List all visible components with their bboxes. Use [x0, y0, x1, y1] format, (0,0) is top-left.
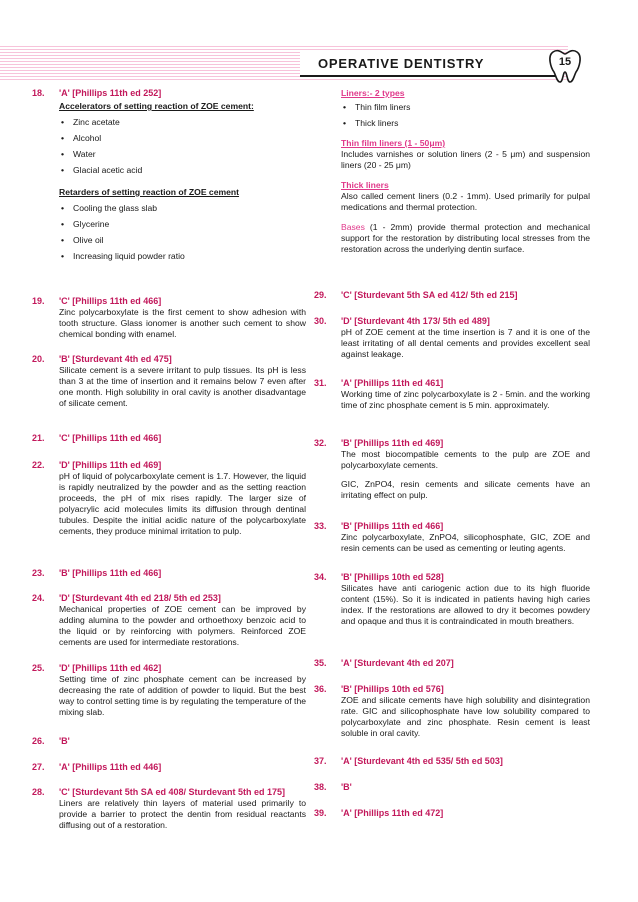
- bases-paragraph: [341, 222, 590, 255]
- question-20: [32, 354, 306, 409]
- question-35: [314, 658, 590, 669]
- question-number: 31.: [314, 378, 327, 388]
- thick-liners-text: Also called cement liners (0.2 - 1mm). Used primarily for pulpal medications and thermal protection.: [341, 191, 590, 212]
- answer-reference: 'D' [Phillips 11th ed 469]: [59, 460, 162, 470]
- answer-reference: 'C' [Sturdevant 5th SA ed 408/ Sturdevant 5th ed 175]: [59, 787, 286, 797]
- question-number: 34.: [314, 572, 327, 582]
- question-30: [314, 316, 590, 360]
- question-18: [32, 88, 306, 262]
- question-25: [32, 663, 306, 718]
- question-number: 21.: [32, 433, 45, 443]
- question-32: [314, 438, 590, 501]
- question-number: 35.: [314, 658, 327, 668]
- answer-reference: 'C' [Sturdevant 5th SA ed 412/ 5th ed 215]: [341, 290, 518, 300]
- answer-reference: 'D' [Sturdevant 4th 173/ 5th ed 489]: [341, 316, 490, 326]
- question-number: 28.: [32, 787, 45, 797]
- question-number: 36.: [314, 684, 327, 694]
- explanation-text: Zinc polycarboxylate, ZnPO4, silicophosphate, GIC, ZOE and resin cements can be used as cementing or leuting agents.: [341, 532, 590, 553]
- question-number: 38.: [314, 782, 327, 792]
- retarders-heading: Retarders of setting reaction of ZOE cement: [59, 187, 240, 197]
- question-21: [32, 433, 306, 444]
- list-item: • Olive oil: [59, 235, 306, 246]
- list-item: • Alcohol: [59, 133, 306, 144]
- list-item: • Thick liners: [341, 118, 590, 129]
- thin-film-heading: Thin film liners (1 - 50μm): [341, 138, 446, 148]
- question-number: 25.: [32, 663, 45, 673]
- question-27: [32, 762, 306, 773]
- answer-reference: 'A' [Sturdevant 4th ed 207]: [341, 658, 454, 668]
- question-number: 26.: [32, 736, 45, 746]
- explanation-text: pH of liquid of polycarboxylate cement is 1.7. However, the liquid is rapidly neutralized by the powder and as the setting reaction proceeds, the pH of mix rises rapidly. The larger size of polyacrylic acid molecules limits its diffusion through dentinal tubules. Despite the initial acidic nature of the polycarboxylate cements, they produce minimal irritation to pulp.: [59, 471, 306, 536]
- thin-film-text: Includes varnishes or solution liners (2 - 5 μm) and suspension liners (20 - 25 μm): [341, 149, 590, 170]
- explanation-text: ZOE and silicate cements have high solubility and disintegration rate. GIC and silicophosphate have low solubility compared to polycarboxylate and zinc phosphate. Resin cement is least soluble in oral cavity.: [341, 695, 590, 738]
- answer-reference: 'C' [Phillips 11th ed 466]: [59, 433, 162, 443]
- answer-reference: 'A' [Phillips 11th ed 472]: [341, 808, 444, 818]
- answer-reference: 'A' [Sturdevant 4th ed 535/ 5th ed 503]: [341, 756, 503, 766]
- answer-reference: 'C' [Phillips 11th ed 466]: [59, 296, 162, 306]
- question-31: [314, 378, 590, 411]
- bases-term: Bases: [341, 222, 365, 232]
- explanation-text: Mechanical properties of ZOE cement can be improved by adding alumina to the powder and orthoethoxy benzoic acid to the liquid or by reinforcing with polymers. Reinforced ZOE cements are used for intermediate restorations.: [59, 604, 306, 647]
- explanation-text: pH of ZOE cement at the time insertion is 7 and it is one of the least irritating of all dental cements and provides excellent seal against leakage.: [341, 327, 590, 359]
- liners-section: [314, 88, 590, 255]
- question-number: 22.: [32, 460, 45, 470]
- question-22: [32, 460, 306, 537]
- list-item: • Increasing liquid powder ratio: [59, 251, 306, 262]
- answer-reference: 'B' [Phillips 11th ed 466]: [59, 568, 162, 578]
- explanation-text: Setting time of zinc phosphate cement can be increased by decreasing the rate of addition of powder to liquid. But the best way to control setting time is by regulating the temperature of the mixing slab.: [59, 674, 306, 717]
- question-number: 33.: [314, 521, 327, 531]
- explanation-text: Silicate cement is a severe irritant to pulp tissues. Its pH is less than 3 at the time of insertion and it remains below 7 even after one month. High solubility in oral cavity is another disadvantage of silicate cement.: [59, 365, 306, 408]
- answer-reference: 'B' [Phillips 10th ed 528]: [341, 572, 444, 582]
- question-29: [314, 290, 590, 301]
- explanation-text: The most biocompatible cements to the pulp are ZOE and polycarboxylate cements.: [341, 449, 590, 470]
- answer-reference: 'B' [Phillips 11th ed 469]: [341, 438, 444, 448]
- accelerators-heading: Accelerators of setting reaction of ZOE cement:: [59, 101, 254, 111]
- question-number: 23.: [32, 568, 45, 578]
- question-34: [314, 572, 590, 627]
- list-item: • Thin film liners: [341, 102, 590, 113]
- question-number: 20.: [32, 354, 45, 364]
- page-title: OPERATIVE DENTISTRY: [318, 56, 485, 71]
- thick-liners-heading: Thick liners: [341, 180, 389, 190]
- list-item: • Zinc acetate: [59, 117, 306, 128]
- question-number: 37.: [314, 756, 327, 766]
- question-24: [32, 593, 306, 648]
- question-28: [32, 787, 306, 831]
- list-item: • Glycerine: [59, 219, 306, 230]
- answer-reference: 'A' [Phillips 11th ed 252]: [59, 88, 162, 98]
- list-item: • Glacial acetic acid: [59, 165, 306, 176]
- answer-reference: 'B' [Sturdevant 4th ed 475]: [59, 354, 172, 364]
- question-36: [314, 684, 590, 739]
- header-rule: [300, 75, 560, 77]
- question-number: 29.: [314, 290, 327, 300]
- explanation-text: Liners are relatively thin layers of material used primarily to provide a barrier to protect the dentin from residual reactants diffusing out of a restoration.: [59, 798, 306, 830]
- list-item: • Water: [59, 149, 306, 160]
- answer-reference: 'B': [59, 736, 70, 746]
- answer-reference: 'D' [Sturdevant 4th ed 218/ 5th ed 253]: [59, 593, 221, 603]
- question-number: 19.: [32, 296, 45, 306]
- answer-reference: 'A' [Phillips 11th ed 446]: [59, 762, 162, 772]
- question-number: 24.: [32, 593, 45, 603]
- list-item: • Cooling the glass slab: [59, 203, 306, 214]
- question-number: 32.: [314, 438, 327, 448]
- explanation-text: Working time of zinc polycarboxylate is 2 - 5min. and the working time of zinc phosphate cement is 5 min. approximately.: [341, 389, 590, 410]
- page-number: 15: [558, 56, 572, 68]
- bases-text: (1 - 2mm) provide thermal protection and mechanical support for the restoration by distributing local stresses from the restoration across the underlying dentin surface.: [341, 222, 590, 254]
- explanation-text: GIC, ZnPO4, resin cements and silicate cements have an irritating effect on pulp.: [341, 479, 590, 500]
- question-23: [32, 568, 306, 579]
- question-number: 27.: [32, 762, 45, 772]
- question-38: [314, 782, 590, 793]
- question-number: 30.: [314, 316, 327, 326]
- explanation-text: Zinc polycarboxylate is the first cement to show adhesion with tooth structure. Glass ionomer is another such cement to show chemical bonding with enamel.: [59, 307, 306, 339]
- answer-reference: 'B' [Phillips 11th ed 466]: [341, 521, 444, 531]
- question-number: 18.: [32, 88, 45, 98]
- question-19: [32, 296, 306, 340]
- question-33: [314, 521, 590, 554]
- question-26: [32, 736, 306, 747]
- answer-reference: 'A' [Phillips 11th ed 461]: [341, 378, 444, 388]
- question-number: 39.: [314, 808, 327, 818]
- answer-reference: 'B' [Phillips 10th ed 576]: [341, 684, 444, 694]
- question-39: [314, 808, 590, 819]
- explanation-text: Silicates have anti cariogenic action due to its high fluoride content (15%). So it is indicated in patients having high caries index. If the restorations are allowed to dry it becomes powdery and opaque and thus it is contraindicated in mouth breathers.: [341, 583, 590, 626]
- question-37: [314, 756, 590, 767]
- answer-reference: 'D' [Phillips 11th ed 462]: [59, 663, 162, 673]
- liners-heading: Liners:- 2 types: [341, 88, 405, 98]
- answer-reference: 'B': [341, 782, 352, 792]
